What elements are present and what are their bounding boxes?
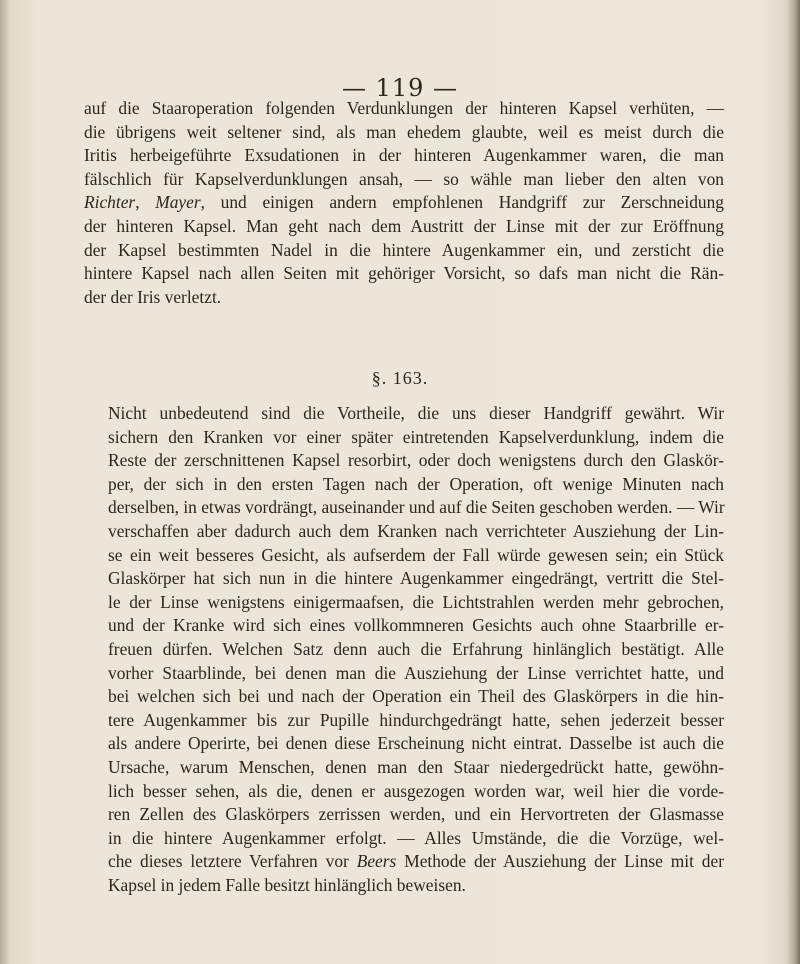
text-segment: Methode der Ausziehung der Linse mit der: [396, 851, 724, 872]
text-line: in die hintere Augenkammer erfolgt. — Alles Umstände, die die Vorzüge, wel-: [108, 827, 724, 848]
text-line: der Kapsel bestimmten Nadel in die hintere Augenkammer ein, und zersticht die: [84, 239, 724, 260]
text-line: die übrigens weit seltener sind, als man ehedem glaubte, weil es meist durch die: [84, 121, 724, 142]
text-line: Glaskörper hat sich nun in die hintere Augenkammer eingedrängt, vertritt die Stel-: [108, 568, 724, 589]
text-line: der hinteren Kapsel. Man geht nach dem Austritt der Linse mit der zur Eröffnung: [84, 215, 724, 236]
text-line: per, der sich in den ersten Tagen nach der Operation, oft wenige Minuten nach: [108, 473, 724, 494]
text-segment: ,: [135, 192, 156, 213]
text-line: freuen dürfen. Welchen Satz denn auch die Erfahrung hinlänglich bestätigt. Alle: [108, 638, 724, 659]
page-edge-shadow: [786, 0, 800, 964]
text-line: [84, 850, 724, 874]
text-line: Kapsel in jedem Falle besitzt hinlänglich beweisen.: [108, 874, 466, 895]
italic-name: Beers: [356, 851, 397, 872]
paragraph-1: [84, 97, 724, 309]
text-line: ren Zellen des Glaskörpers zerrissen werden, und ein Hervortreten der Glasmasse: [108, 804, 724, 825]
italic-name: Richter: [84, 192, 136, 213]
paragraph-2: [84, 402, 724, 897]
text-line: vorher Staarblinde, bei denen man die Ausziehung der Linse verrichtet hatte, und: [108, 662, 724, 683]
text-line: Ursache, warum Menschen, denen man den Staar niedergedrückt hatte, gewöhn-: [108, 756, 724, 777]
text-line: und der Kranke wird sich eines vollkommneren Gesichts auch ohne Staarbrille er-: [108, 615, 724, 636]
text-line: le der Linse wenigstens einigermaafsen, die Lichtstrahlen werden mehr gebrochen,: [108, 591, 724, 612]
text-line: Reste der zerschnittenen Kapsel resorbirt, oder doch wenigstens durch den Glaskör-: [108, 450, 724, 471]
text-line: auf die Staaroperation folgenden Verdunklungen der hinteren Kapsel verhüten, —: [84, 98, 724, 118]
text-line: der der Iris verletzt.: [84, 286, 222, 307]
text-segment: , und einigen andern empfohlenen Handgriff zur Zerschneidung: [200, 192, 724, 213]
text-line: derselben, in etwas vordrängt, auseinander und auf die Seiten geschoben werden. — Wir: [108, 497, 725, 518]
text-line: lich besser sehen, als die, denen er ausgezogen worden war, weil hier die vorde-: [108, 780, 724, 801]
text-line: Nicht unbedeutend sind die Vortheile, die uns dieser Handgriff gewährt. Wir: [108, 403, 724, 423]
text-line: verschaffen aber dadurch auch dem Kranken nach verrichteter Ausziehung der Lin-: [108, 520, 724, 541]
text-line: hintere Kapsel nach allen Seiten mit gehöriger Vorsicht, so dafs man nicht die Rän-: [84, 263, 724, 284]
section-heading: §. 163.: [371, 368, 429, 388]
page-number: — 119 —: [341, 74, 459, 102]
text-segment: che dieses letztere Verfahren vor: [108, 851, 357, 872]
text-line: bei welchen sich bei und nach der Operation ein Theil des Glaskörpers in die hin-: [108, 686, 724, 707]
text-line: [84, 191, 724, 215]
text-line: als andere Operirte, bei denen diese Erscheinung nicht eintrat. Dasselbe ist auch die: [108, 733, 724, 754]
text-line: tere Augenkammer bis zur Pupille hindurchgedrängt hatte, sehen jederzeit besser: [108, 709, 724, 730]
text-line: fälschlich für Kapselverdunklungen ansah, — so wähle man lieber den alten von: [84, 168, 724, 189]
page-gutter-shadow: [0, 0, 10, 964]
text-line: Iritis herbeigeführte Exsudationen in der hinteren Augenkammer waren, die man: [84, 145, 724, 166]
text-line: sichern den Kranken vor einer später eintretenden Kapselverdunklung, indem die: [108, 426, 724, 447]
italic-name: Mayer: [155, 192, 201, 213]
text-line: se ein weit besseres Gesicht, als aufserdem der Fall würde gewesen sein; ein Stück: [108, 544, 724, 565]
